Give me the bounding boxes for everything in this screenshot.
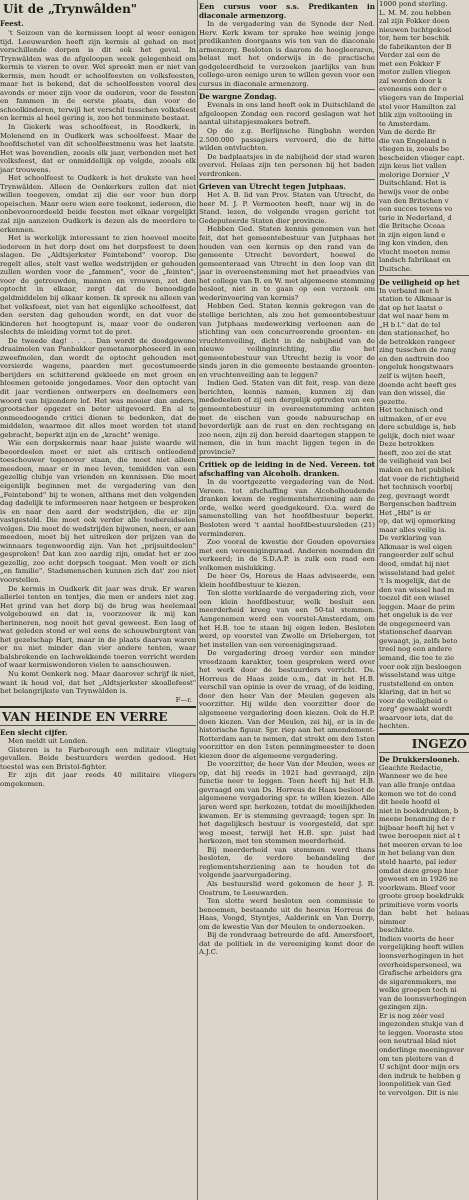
paragraph: Evenals in ons land heeft ook in Duitschland de afgeloopen Zondag een record geslagen wat het aantal uitstapjesmakers betreft. [199, 101, 375, 127]
paragraph: den indruk te hebben g [379, 1071, 461, 1080]
paragraph: in zijn eigen land e [379, 230, 446, 239]
paragraph: Indien Ged. Staten van dit feit, resp. van deze berichten, kennis namen, kunnen zij dan mededeelen of zij een dergelijk optreden van een gemeentebestuur in overeenstemming achten met de eischen van goede nabuurschap en bevorderlijk aan de rust en den rechtsgang en zoo neen, zijn zij dan bereid daartegen stappen te nemen, die in hun macht liggen tegen in de provincie? [199, 379, 375, 456]
paragraph: leggen. Maar de prim [379, 602, 455, 611]
article-subheading-feest: Feest. [0, 19, 24, 28]
paragraph: wisselstand was uitge [379, 671, 456, 680]
paragraph: beschikte. [379, 926, 415, 935]
paragraph: stel voor Hamilton zal [379, 102, 456, 111]
paragraph: ing kon vinden, den [379, 239, 448, 248]
paragraph: Wanneer we de hee [379, 772, 448, 781]
paragraph: zal worden door k [379, 76, 442, 85]
column-2 [199, 0, 375, 1200]
paragraph: bijbaar heeft hij het v [379, 823, 455, 832]
paragraph: voor ook zijn besloegen [379, 662, 462, 671]
paragraph: den van wissel had m [379, 585, 455, 594]
paragraph: tor, hem ter beschik [379, 34, 450, 43]
paragraph: De heer Os, Horeus de Haas adviseerde, een klein hoofdbestuur te kiezen. [199, 572, 375, 589]
paragraph: de sigarenmakers, me [379, 977, 457, 986]
paragraph: te Amsterdam. [379, 119, 431, 128]
paragraph: de betrokken rangeer [379, 337, 456, 346]
article-body-vlucht [379, 0, 469, 274]
paragraph: van den wissel, die [379, 389, 446, 398]
paragraph: tsrie in Nederland, d [379, 213, 452, 222]
section-divider [379, 733, 469, 735]
paragraph: niet in boekdrukken, b [379, 806, 459, 815]
paragraph: Indien voorts de heer [379, 934, 455, 943]
paragraph: Geachte Redactie, [379, 763, 443, 772]
paragraph: In de vergadering van de Synode der Ned. Herv. Kerk kwam ter sprake hoe weinig jonge predikanten doorgaans wis ten van de diaconale armenzorg. Besloten is daarom de hoogleeraren, belast met het onderwijs in de practische godgeleerdheid te verzoeken jaarlijks van hun college-uren eenige uren te willen geven voor een cursus in diaconale armenzorg. [199, 20, 375, 88]
paragraph: Zoo vooral de kwestie der Gouden opoversies met een vereenigingsraad. Anderen noemden dit verkeerd; in de S.D.A.P. is zulk een raad een volkomen mislukking. [199, 538, 375, 572]
paragraph: gezette. [379, 397, 408, 406]
paragraph: Hebben Ged. Staten kennis gekregen van de stellige berichten, als zou het gemeentebestuur van Jutphaas medewerking verleenen aan de stichting van een concurreerende groenten- en vruchtenveiling, dicht in de nabijheid van de nieuwe veilinginrichting, die het gemeentebestuur van Utrecht bezig is voor de sinds jaren in die gemeente bestaande groenten- en vruchtenveiling aan te leggen? [199, 302, 375, 379]
paragraph: zorg" gewaakt wordt [379, 705, 453, 714]
paragraph: vergelijking heeft willen [379, 943, 464, 952]
paragraph: vliegen is, zooals be [379, 145, 450, 154]
article-body-slecht-cijfer [0, 737, 196, 788]
article-subheading-drukkersloonen: De Drukkerslooneh. [379, 754, 460, 764]
article-body-critiek-alcohol [199, 478, 375, 957]
paragraph: het ongeluk is de ver [379, 611, 453, 620]
paragraph: twee beroepen niet al t [379, 832, 461, 841]
paragraph: Grafische arbeiders gra [379, 969, 463, 978]
paragraph: Ten slotte werd besloten een commissie te benoemen, bestaande uit de heeren Horreus de Haas, Voogd, Styntjes, Aalderink en Van Dorrp, om de kwestie Van der Meulen te onderzoeken. [199, 897, 375, 931]
paragraph: vliegers van de Imperial [379, 94, 464, 103]
paragraph: meene benaming de r [379, 815, 456, 824]
paragraph: De verklaring van [379, 534, 442, 543]
paragraph: De kermis in Oudkerk dit jaar was druk. Er waren allerlei tenten en tentjes, die men er anders niet zag. Het grind van het dorp bij de brug was heelemaal volgebouwd en dat is, voorzoover ik mij kan herinneren, nog nooit het geval geweest. Een laag of wat geleden stond er wel eens de schouwburgtent van het gezelschap Hart, maar in de plaats daarvan waren er nu niet minder dan vier andere tenten, waar balsbrekende en lachwekkende toeren verricht werden of waar kermiswonderen vielen te aanschouwen. [0, 584, 196, 670]
paragraph: De tweede dag! . . . . Dan wordt de doodgewone draaimolen van Panbakker gemetamorphoseerd in een zweefmolen, dan wordt de optocht gehouden met versierde wagens, paarden met gecostumeerde berijders en schitterend gekleede en met groen en bloemen getooide jongedames. Voor den optocht van dit jaar verdienen ontwerpers en deelnemers een woord van bijzondere lof. Het was mooier dan anders, grootscher opgezet en beter uitgevoerd. En al te onmeedoogende critici dienen te bedenken, dat de middelen, waarmee dit alles moet worden tot stand gebracht, beperkt zijn en de „kracht" wenige. [0, 336, 196, 439]
paragraph: eveneens een der o [379, 85, 447, 94]
section-heading-van-heinde-en-verre: VAN HEINDE EN VERRE [2, 710, 168, 725]
paragraph: zal zijn Fokker doen [379, 17, 450, 26]
article-heading-trynwalden: Uit de „Trynwâlden" [3, 2, 138, 16]
article-body-grieven-utrecht [199, 191, 375, 456]
paragraph: het technisch voorbij [379, 483, 453, 492]
paragraph: De vergadering droeg verder een minder vreedzaam karakter, toen gesproken werd over het werk door de bestuurders verricht. Ds. Horreus de Haas zeide o.m., dat in het H.B. verschil van opinie is over de vraag, of de leiding, door den heer Van der Meulen gegeven als voorzitter. Hij wilde den voorzitter door de algemeene vergadering doen kiezen. Ook de H.P. doen kiezen. Van der Meulen, zei hij, er is in de historische figuur. Spr. riep aan het amendement-Rotterdam aan te nemen, dat strekt om den 1sten voorzitter en den 1sten penningmeester te doen kiezen door de algemeene vergadering. [199, 649, 375, 760]
paragraph: Bergenschen badtrein [379, 500, 457, 509]
paragraph: dat op het laatst o [379, 303, 443, 312]
paragraph: groote groep boekdrukk [379, 892, 464, 901]
paragraph: blik zijn voltooiing in [379, 111, 453, 120]
paragraph: welke groepen toch ni [379, 986, 457, 995]
paragraph: dat wel naar hem m [379, 312, 449, 321]
paragraph: Deze betrokken [379, 440, 435, 449]
paragraph: bescheiden vlieger capt. [379, 153, 465, 162]
article-title-warme-zondag: De wargne Zondag. [199, 92, 277, 102]
paragraph: uitmaken, of er eve [379, 414, 447, 423]
paragraph: voorkwam. Bleef voor [379, 883, 456, 892]
paragraph: Alkmaar is wel eigen [379, 542, 453, 551]
paragraph: Bij meerderheid van stemmen werd thans besloten, de verdere behandeling der reglementsherziening aan te houden tot de volgende jaarvergadering. [199, 845, 375, 880]
paragraph: Bij de rondvraag betreurde de afd. Amersfoort, dat de politiek in de vereeniging komt door de A.J.C. [199, 931, 375, 957]
paragraph: geweest en in 1926 ne [379, 875, 458, 884]
paragraph: L. M. M. zou hebben [379, 8, 452, 17]
paragraph: stationschef daarvan [379, 628, 452, 637]
paragraph: rangeerder zelf schul [379, 551, 454, 560]
paragraph: ingezonden stukje van d [379, 1020, 464, 1029]
paragraph: iemand, die toe te zie [379, 654, 455, 663]
paragraph: toezel dit een wissel [379, 594, 450, 603]
column-3 [379, 0, 469, 1200]
paragraph: Nu komt Oenkerk nog. Maar daarover schrijf ik niet, want ik houd vol, dat het „Aldtsjerkster skoallefeest" het belangrijkste van Trynwâlden is. [0, 670, 196, 696]
paragraph: en den aadtrein doo [379, 354, 450, 363]
article-subheading-slecht-cijfer: Een slecht cijfer. [0, 728, 68, 738]
article-title-critiek-alcohol: Critiek op de leiding in de Ned. Vereen. tot afschaffing van Alcoholh. dranken. [199, 460, 375, 479]
paragraph: Van de derde Br [379, 128, 436, 137]
paragraph: Wie een dorpskermis naar haar juiste waarde wil beoordeelen moet er niet als critisch ontleedend toeschouwer tegenover staan, die moet niet alleen meedoen, maar er in mee leven, temidden van een gezellig clubje van vrienden en kennissen. Die moet eigenlijk beginnen met de vergadering van den „Feintebond" bij te wonen, althans met den volgenden dag dadelijk te informeeren naar hetgeen er besproken is en naar den aard der wedstrijden, die er zijn vastgesteld. Die moet ook verder alle toebereidselen volgen. Die moet de wedstrijden bijwonen, neen, er aan meedoen, moet bij het uitreiken der prijzen van de winnaars tegenwoordig zijn. Van het „prijsuitdeelen" gesproken! Dat kan zoo aardig zijn, omdat het er zoo gezellig, zoo echt dorpsch toegaat. Men voelt er zich „en familie". Stadsmenschen kunnen zich dat' zoo niet voorstellen. [0, 439, 196, 584]
paragraph: De badplaatsjes in de nabijheid der stad waren overvol. Helaas zijn ten personen bij het baden verdronken. [199, 152, 375, 178]
paragraph: dere schuldige is, heb [379, 423, 456, 432]
paragraph: heeft, zoo zei de stat [379, 448, 452, 457]
paragraph: zelf is wijten heeft, [379, 371, 446, 380]
paragraph: onderlinge meeningsver [379, 1045, 464, 1054]
paragraph: Duitsche. [379, 264, 413, 273]
paragraph: „H b l." dat de tel [379, 320, 441, 329]
paragraph: waarvoor iets, dat de [379, 713, 454, 722]
paragraph: in het belang van den [379, 849, 455, 858]
paragraph: komen we tot de cond [379, 789, 457, 798]
paragraph: vlucht moeten neme [379, 247, 451, 256]
paragraph: te vervolgen. Dit is nie [379, 1088, 459, 1097]
paragraph: maar alles veilig is. [379, 525, 447, 534]
paragraph: den stationschef, ho [379, 329, 450, 338]
paragraph: treel nog een andere [379, 645, 452, 654]
paragraph: met een Fokker F [379, 59, 441, 68]
paragraph: gewaagt, ja, zelfs beto [379, 636, 458, 645]
paragraph: Hebben Ged. Staten kennis genomen van het feit, dat het gemeentebestuur van Jutphaas het houden van een kermis op den rand van de gemeente Utrecht bevordert, hoewel de gemeenteraad van Utrecht in den loop van dit jaar in overeenstemming met het praeadvies van het college van B. en W. met algemeene stemming besloot, niet in te gaan op een verzoek om wederinvoering van kermis? [199, 225, 375, 302]
paragraph: gezingen zijn. [379, 1003, 428, 1012]
article-body-cursus [199, 20, 375, 88]
paragraph: Het technisch ond [379, 406, 443, 415]
paragraph: ongeluk hoogstwaars [379, 363, 454, 372]
paragraph: voor de veiligheid o [379, 696, 448, 705]
paragraph: dit heele hoofd el [379, 798, 440, 807]
article-divider [199, 457, 375, 458]
article-title-grieven-utrecht: Grieven van Utrecht tegen Jutphaas. [199, 182, 346, 192]
section-underline [0, 725, 196, 726]
paragraph: loonpolitiek van Ged [379, 1080, 451, 1089]
paragraph: die van Engeland n [379, 136, 447, 145]
paragraph: doende acht heeft ges [379, 380, 457, 389]
paragraph: bewijs voor de onbe [379, 188, 449, 197]
paragraph: Het A. B. lid van Prov. Staten van Utrecht, de heer M. J. P. Vermooten heeft, naar wij in de Stand. lezen, de volgende vragen gericht tot Gedeputeerde Staten dier provincie. [199, 191, 375, 225]
paragraph: Er zijn dit jaar reeds 40 militaire vliegers omgekomen. [0, 771, 196, 788]
paragraph: hechten. [379, 722, 410, 731]
paragraph: steld haarte, pal ieder [379, 857, 457, 866]
paragraph: ruststellend en onten [379, 679, 454, 688]
paragraph: 1000 pond sterling. [379, 0, 448, 8]
paragraph: zing tusschen de rang [379, 346, 457, 355]
paragraph: nieuwen luchtgekoel [379, 25, 452, 34]
column-rule-2 [377, 0, 378, 1200]
paragraph: het meeren ervan te loe [379, 840, 463, 849]
paragraph: 't Seizoen van de kermissen loopt al weer eenigen tijd. Leeuwarden heeft zijn kermis al gehad en met verschillende dorpen is dit ook het geval. In Trynwâlden was de afgeloopen week gelegenheid om kermis te vieren te over. Wel spreekt men er niet van kermis, men houdt er schoolfeesten en volksfeesten, maar het is bekend, dat de schoolfeesten vooral des avonds er meer zijn voor de ouderen, voor de feesten en fammen in de eerste plaats, dan voor de schoolkinderen, terwijl het verschil tusschen volksfeest en kermis al heel gering is, zoo het tenminste bestaat. [0, 29, 196, 123]
article-body-trynwalden [0, 29, 196, 696]
paragraph: van de loonsverhogingen [379, 994, 467, 1003]
article-divider [379, 275, 469, 276]
paragraph: omdat deze groep hier [379, 866, 459, 875]
paragraph: In de voortgezette vergadering van de Ned. Vereen. tot afschaffing van Alcoholhoudende dranken kwam de reglementsherziening aan de orde, welke werd goedgekeurd. O.a. werd de samenstelling van het hoofdbestuur beperkt. Besloten werd 't aantal hoofdbestuursleden (21) verminderen. [199, 478, 375, 538]
paragraph: zeg, gevraagt wordt [379, 491, 450, 500]
paragraph: station te Alkmaar is [379, 295, 452, 304]
paragraph: Het schoolfeest te Oudkerk is het drukste van heel Trynwâlden. Alleen de Oenkerkers zullen dat niet willen toegeven, omdat zij die eer voor hun dorp opeischen. Maar eere wien eere toekomt, iedereen, die onbevooroordeeld beide feesten met elkaar vergelijkt zal zijn aanzeien Oudkerk is dezen als de meerdere te erkennen. [0, 174, 196, 234]
paragraph: zijn keus liet vallen [379, 162, 447, 171]
section-heading-ingezonden: INGEZO [411, 736, 467, 751]
section-underline [379, 752, 469, 753]
paragraph: een succes tevens vo [379, 205, 453, 214]
paragraph: U schijnt door mijn ers [379, 1063, 460, 1072]
paragraph: De voorzitter, de heer Van der Meulen, wees er op, dat hij reeds in 1921 had gevraagd, zijn functie neer te leggen. Toen heeft hij het H.B. gevraagd om van Ds. Horreus de Haas besloot de algemeene vergadering spr. te willen kiezen. Alle jaren werd spr. herkozen, totdat de moeilijkheden kwamen. Er is stemming gevraagd; tegen spr. In het dagelijksch bestuur is voorgesteld, dat spr. weg moest, terwijl het H.B. spr. juist had herkozen, met ten stemmen meerderheid. [199, 760, 375, 846]
column-rule-1 [197, 0, 198, 1200]
paragraph: van alle franje ontdaa [379, 781, 456, 790]
paragraph: landsch fabrikaat en [379, 256, 451, 265]
paragraph: maken en het publiek [379, 465, 455, 474]
paragraph: die Britsche Oceaa [379, 222, 446, 231]
paragraph: In Giekerk was schoolfeest, in Roodkerk, in Molenend en in Oudkerk was schoolfeest. Maar de hoofdschotel van dit schoolfeestmenu was het laatste. Het was bovendien, zooals elk jaar, verbonden met het volksfeest, dat er onmiddellijk op volgde, zooals elk jaar trouwens. [0, 123, 196, 174]
paragraph: In verband met h [379, 286, 440, 295]
paragraph: de ongegeneerd van [379, 619, 451, 628]
paragraph: van den Britschen v [379, 196, 449, 205]
section-divider [0, 706, 196, 708]
paragraph: Men meldt uit Londen. [8, 737, 88, 746]
article-body-veiligheid [379, 287, 469, 731]
paragraph: Het is werkelijk interessant te zien hoeveel moeite iedereen in het dorp doet om het dorpsfeest te doen slagen. De „Aldtsjerkster Feintebond" voorop. Die regelt alles, stelt vast welke wedstrijden er gehouden zullen worden voor de „fammen", voor de „feinten", voor de getrouwden, mannen en vrouwen, zet den optocht in elkaar, zorgt dat de benoodigde geldmiddelen bij elkaar komen. Ik spreek nu alleen van het volksfeest, niet van het eigenlijke schoolfeest, dat den eersten dag gehouden wordt, en dat voor de kinderen het hoogtepunt is, maar voor de ouderen slechts de inleiding vormt tot de pret. [0, 234, 196, 337]
paragraph: 't Is mogelijk, dat de [379, 577, 451, 586]
paragraph: dood, omdat hij niet [379, 560, 450, 568]
paragraph: klaring, dat in het sc [379, 688, 452, 697]
paragraph: Verder zal een de [379, 51, 441, 60]
article-divider [199, 89, 375, 90]
paragraph: te leggen. Vooraste stee [379, 1028, 464, 1037]
paragraph: de veiligheid van bel [379, 457, 452, 466]
paragraph: om ten pleitere van d [379, 1054, 454, 1063]
article-divider [199, 179, 375, 180]
paragraph: op, dat wij opmerking [379, 517, 456, 526]
paragraph: de fabrikanten der B [379, 42, 452, 51]
paragraph: gelijk, doch niet waar [379, 431, 455, 440]
paragraph: Als bestuurslid werd gekomen de heer J. R. Oostrum, te Leeuwarden. [199, 879, 375, 897]
paragraph: Duitschland. Het is [379, 179, 447, 188]
paragraph: een neutraal blad niet [379, 1037, 457, 1046]
article-body-drukkersloonen [379, 764, 469, 1097]
paragraph: Ten slotte verklaarde de vergadering zich, voor een klein hoofdbestuur, welk besluit een meerderheid kreeg van een 50-tal stemmen. Aangenomen werd een voorstel-Amsterdam, om het H.B. toe te staan bij eigen leden. Besloten werd, op voorstel van Zwolle en Driebergen, tot het instellen van een vereenigingsraad. [199, 589, 375, 649]
paragraph: molorige Dornier „V [379, 170, 450, 179]
paragraph: Het „Hbl" is er [379, 508, 431, 517]
paragraph: dat voor de richtigheid [379, 474, 460, 483]
paragraph: Gisteren is te Farborough een militair vliegtuig gevallen. Beide bestuurders werden gedood. Het toestel was een Bristol-fighter. [0, 745, 196, 771]
article-title-cursus: Een cursus voor s.s. Predikanten in diaconale armenzorg. [199, 2, 375, 20]
article-body-warme-zondag [199, 101, 375, 178]
paragraph: Op de z.g. Berlijnsche Ringbahn werden 2.500.000 passagiers vervoerd, die de hitte wilden ontvluchten. [199, 127, 375, 153]
paragraph: overheidspersoneel, wa [379, 960, 462, 969]
article-signature: F—r. [175, 695, 192, 704]
column-1 [0, 0, 196, 1200]
paragraph: wisselstand had gelet [379, 568, 455, 577]
paragraph: Er is nog zéér veel [379, 1011, 445, 1020]
paragraph: loonsverhogingen in het [379, 951, 464, 960]
paragraph: dan hebt het helaas nimmer [379, 909, 469, 926]
article-title-veiligheid: De veiligheid op het [379, 277, 460, 287]
paragraph: primitieve vorm voorls [379, 900, 459, 909]
paragraph: motor zullen vliegen [379, 68, 451, 77]
